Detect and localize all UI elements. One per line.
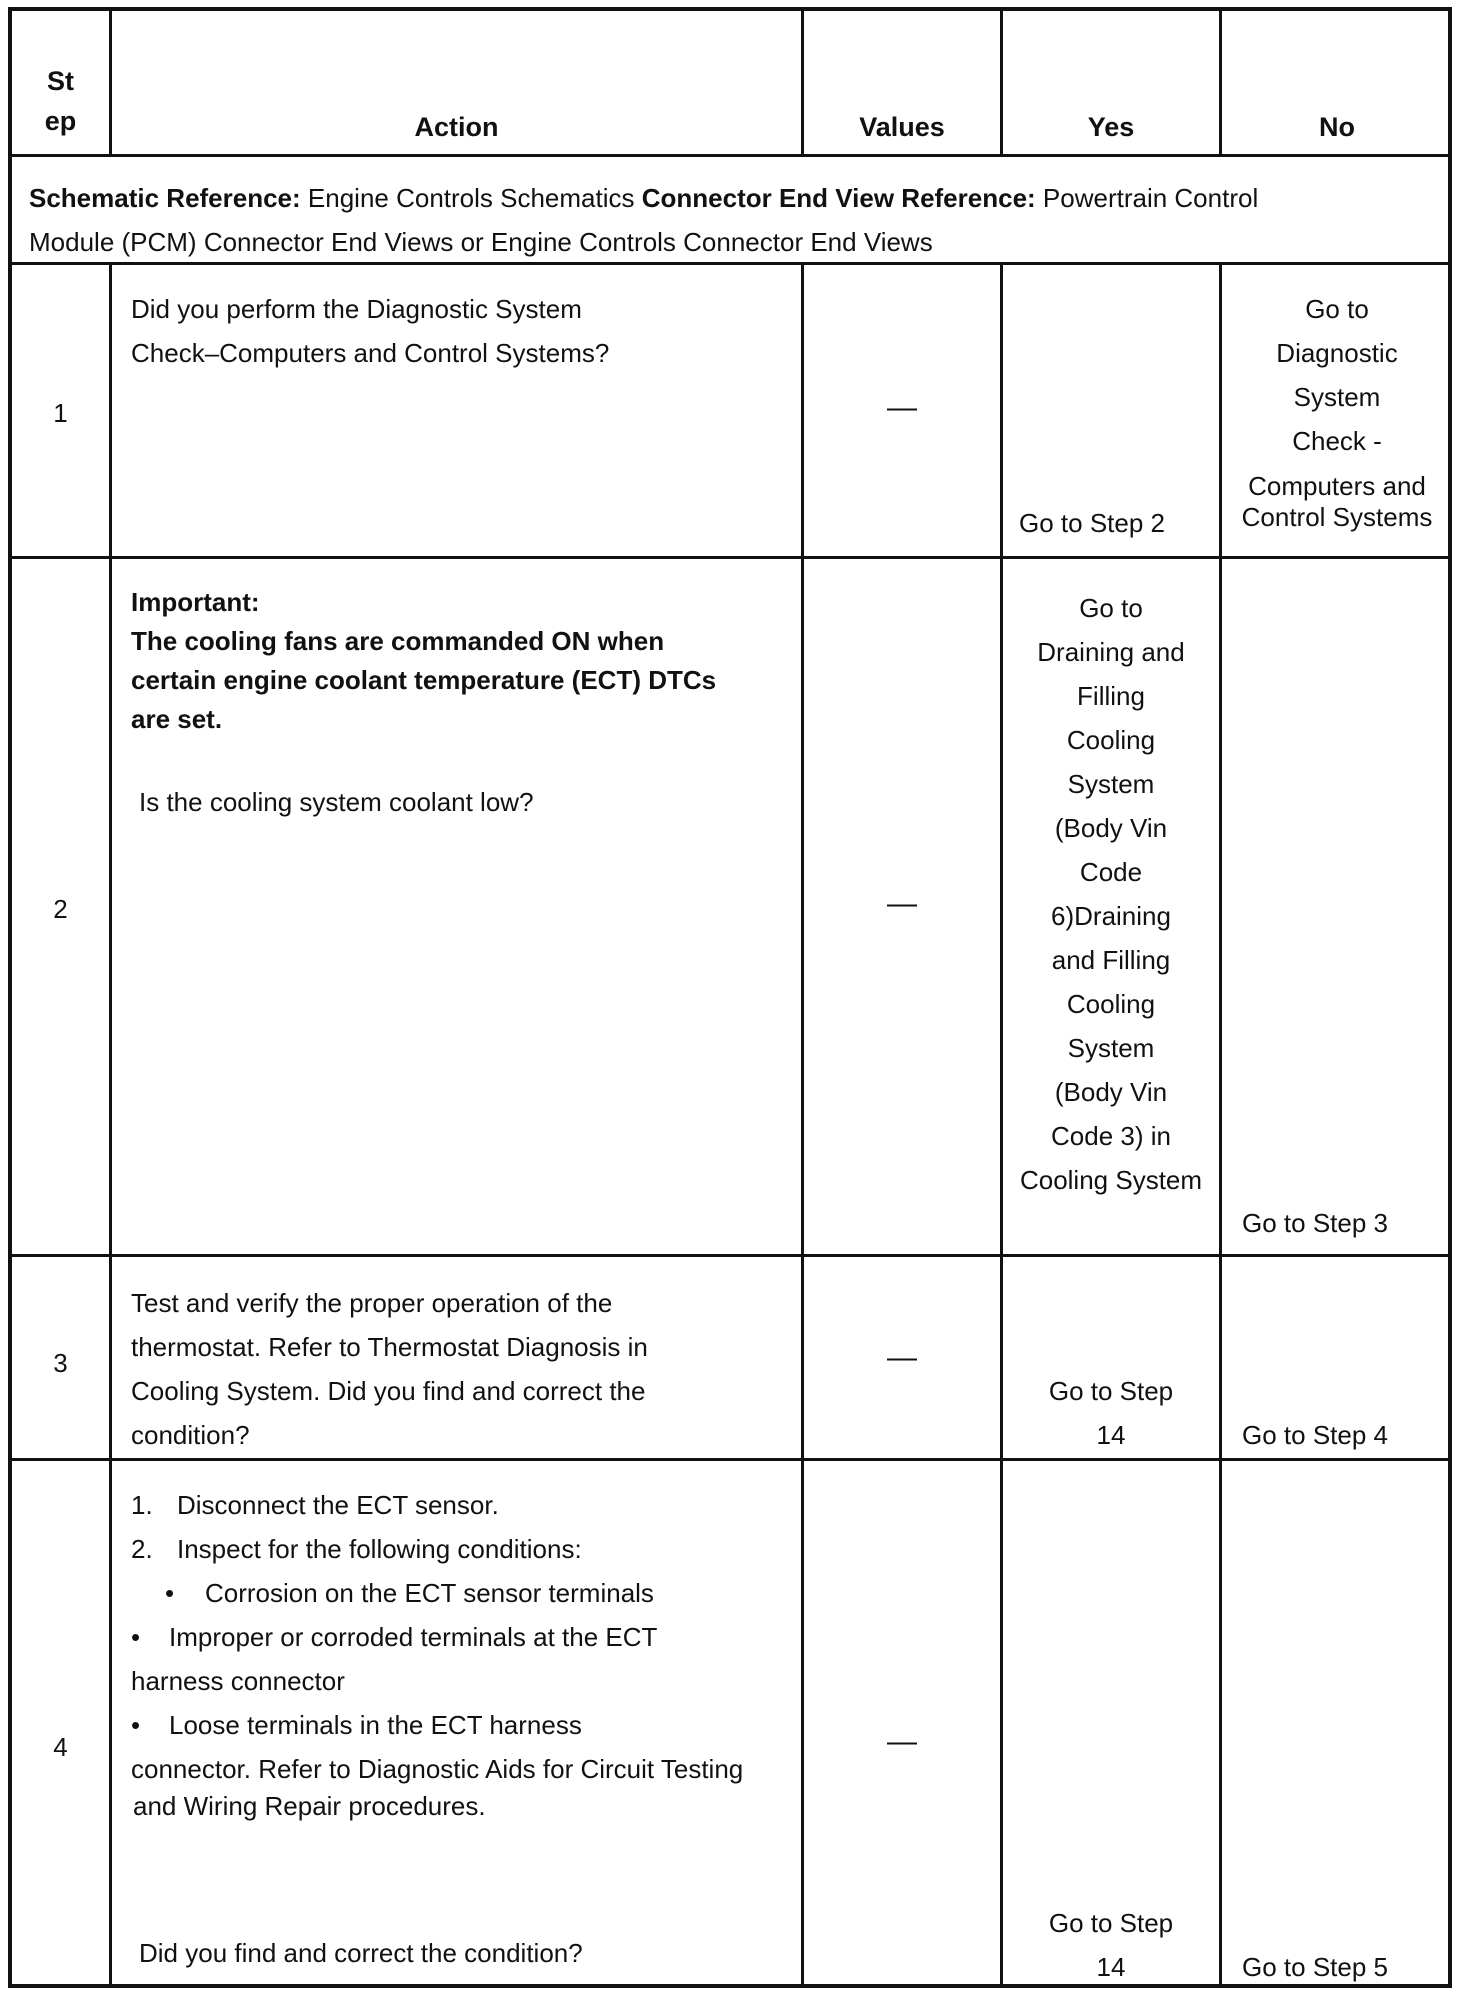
bullet-continuation: connector. Refer to Diagnostic Aids for Circuit Testing — [131, 1754, 744, 1784]
row1-action-line: Did you perform the Diagnostic System — [131, 294, 582, 324]
header-divider — [12, 154, 1448, 157]
bullet-item-3 — [131, 1703, 799, 1747]
row3-value: — — [887, 1341, 917, 1374]
row4-question: Did you find and correct the condition? — [139, 1938, 583, 1968]
important-label: Important: — [131, 587, 260, 617]
header-step-line2: ep — [44, 106, 77, 136]
row2-no: Go to Step 3 — [1242, 1208, 1388, 1238]
schematic-reference-label: Schematic Reference: — [29, 183, 301, 213]
row3-action-line: condition? — [131, 1420, 250, 1450]
row3-yes — [1003, 1369, 1219, 1457]
connector-reference-label: Connector End View Reference: — [641, 183, 1036, 213]
row2-yes-line: Cooling — [1066, 725, 1156, 755]
row4-action — [131, 1483, 799, 1975]
row2-yes-line: System — [1067, 1033, 1155, 1063]
bullet-continuation: and Wiring Repair procedures. — [133, 1791, 486, 1821]
row1-no — [1222, 287, 1452, 533]
col-divider-step — [109, 263, 112, 1988]
row3-action-line: Cooling System. Did you find and correct the — [131, 1376, 646, 1406]
header-step — [12, 61, 109, 141]
row2-yes-line: and Filling — [1051, 945, 1171, 975]
row2-question: Is the cooling system coolant low? — [139, 787, 534, 817]
bullet-text: Loose terminals in the ECT harness — [169, 1710, 582, 1740]
header-values: Values — [859, 112, 945, 142]
row4-step: 4 — [53, 1732, 68, 1762]
row2-yes-line: Code 3) in — [1051, 1121, 1171, 1151]
bullet-icon: • — [131, 1622, 141, 1652]
row1-yes: Go to Step 2 — [1019, 508, 1165, 538]
header-action: Action — [414, 112, 499, 142]
row4-yes-line: 14 — [1096, 1952, 1126, 1982]
reference-line2: Module (PCM) Connector End Views or Engine Controls Connector End Views — [29, 227, 933, 257]
row1-no-line: Check - — [1292, 426, 1382, 456]
row1-no-line: Control Systems — [1241, 502, 1433, 532]
row1-no-line: Computers and — [1248, 471, 1426, 501]
header-no: No — [1319, 112, 1355, 142]
list-number: 2. — [131, 1534, 153, 1564]
row3-divider — [12, 1458, 1448, 1461]
row3-action-line: thermostat. Refer to Thermostat Diagnosis in — [131, 1332, 648, 1362]
bullet-continuation: harness connector — [131, 1666, 345, 1696]
schematic-reference-text: Engine Controls Schematics — [300, 183, 642, 213]
important-line: are set. — [131, 704, 223, 734]
row1-no-line: Go to — [1305, 294, 1369, 324]
list-number: 1. — [131, 1490, 153, 1520]
row1-value: — — [887, 391, 917, 424]
bullet-item-2 — [131, 1615, 799, 1659]
bullet-item-1 — [131, 1571, 799, 1615]
row2-yes-line: Filling — [1077, 681, 1145, 711]
reference-line1 — [29, 176, 1439, 220]
row1-no-line: Diagnostic — [1276, 338, 1398, 368]
row2-yes-line: Cooling System — [1019, 1165, 1203, 1195]
row2-value: — — [887, 887, 917, 920]
row2-divider — [12, 1254, 1448, 1257]
row2-yes-line: System — [1067, 769, 1155, 799]
row2-yes-line: Go to — [1079, 593, 1143, 623]
bullet-icon: • — [165, 1578, 175, 1608]
row3-action-line: Test and verify the proper operation of the — [131, 1288, 613, 1318]
important-line: certain engine coolant temperature (ECT) DTCs — [131, 665, 717, 695]
row3-action — [131, 1281, 791, 1457]
numbered-item-1 — [131, 1483, 799, 1527]
row4-yes — [1003, 1901, 1219, 1989]
row2-yes-line: Code — [1079, 857, 1143, 887]
list-text: Disconnect the ECT sensor. — [177, 1490, 499, 1520]
header-yes: Yes — [1087, 112, 1135, 142]
header-step-line1: St — [47, 66, 74, 96]
row2-action — [131, 583, 791, 822]
row2-step: 2 — [53, 894, 68, 924]
row4-value: — — [887, 1725, 917, 1758]
row2-yes-line: (Body Vin — [1054, 813, 1168, 843]
bullet-icon: • — [131, 1710, 141, 1740]
important-line: The cooling fans are commanded ON when — [131, 626, 665, 656]
bullet-text: Corrosion on the ECT sensor terminals — [205, 1578, 654, 1608]
row3-yes-line: Go to Step — [1048, 1376, 1174, 1406]
row2-yes — [1003, 586, 1219, 1202]
row4-no: Go to Step 5 — [1242, 1952, 1388, 1982]
row2-yes-line: 6)Draining — [1051, 901, 1171, 931]
row2-yes-line: (Body Vin — [1054, 1077, 1168, 1107]
row3-no: Go to Step 4 — [1242, 1420, 1388, 1450]
list-text: Inspect for the following conditions: — [177, 1534, 582, 1564]
row1-no-line: System — [1293, 382, 1381, 412]
row4-yes-line: Go to Step — [1048, 1908, 1174, 1938]
row2-yes-line: Cooling — [1066, 989, 1156, 1019]
row1-step: 1 — [53, 398, 68, 428]
row1-action — [131, 287, 791, 375]
row2-yes-line: Draining and — [1037, 637, 1185, 667]
numbered-item-2 — [131, 1527, 799, 1571]
row3-yes-line: 14 — [1096, 1420, 1126, 1450]
row1-action-line: Check–Computers and Control Systems? — [131, 338, 610, 368]
bullet-text: Improper or corroded terminals at the ECT — [169, 1622, 658, 1652]
reference-note — [29, 176, 1439, 264]
row3-step: 3 — [53, 1348, 68, 1378]
row1-divider — [12, 556, 1448, 559]
diagnostic-table — [8, 7, 1452, 1988]
connector-reference-text: Powertrain Control — [1035, 183, 1259, 213]
